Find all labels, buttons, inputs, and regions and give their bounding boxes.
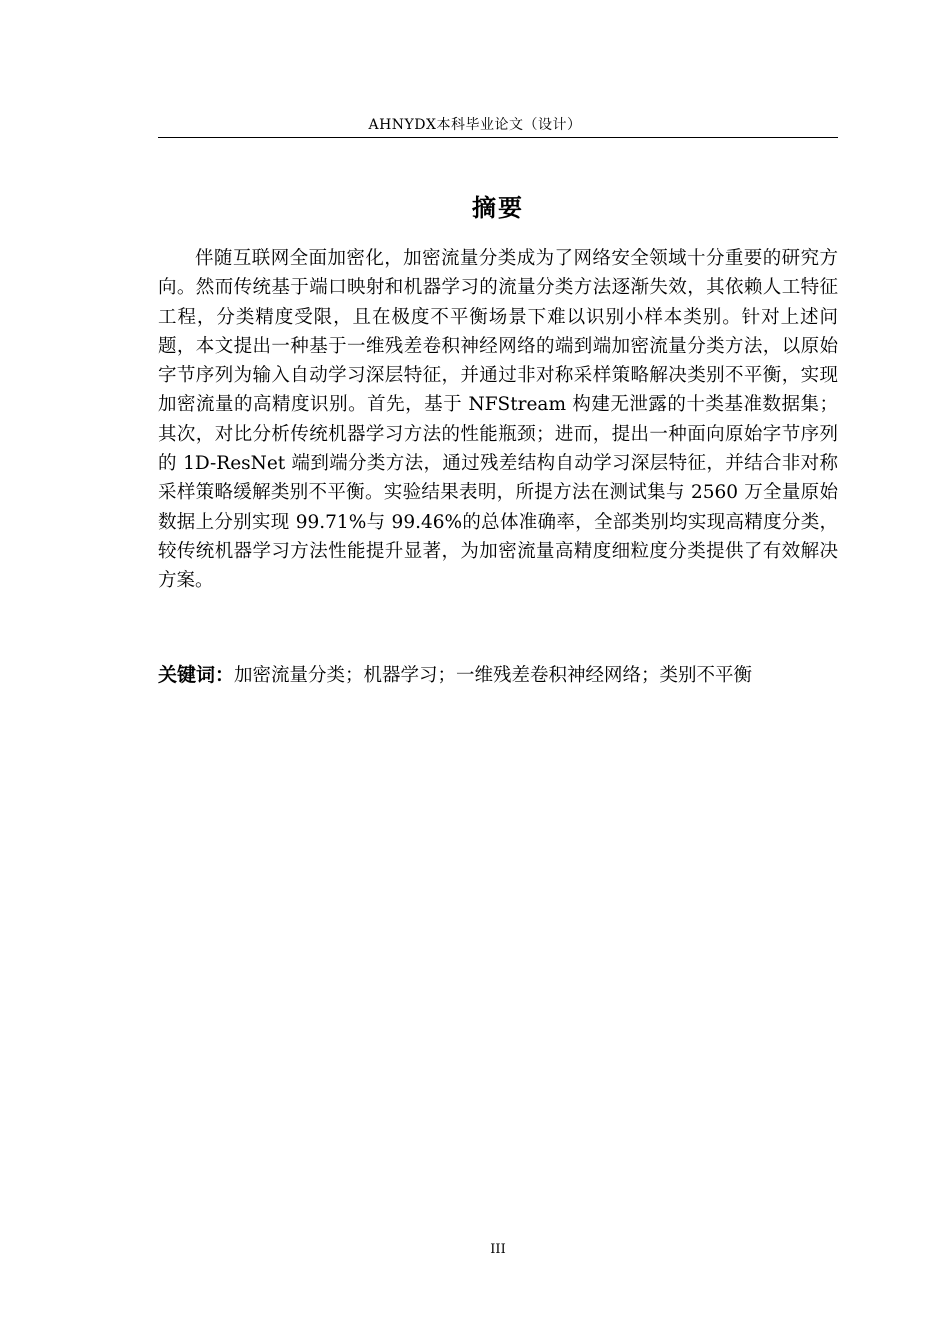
abstract-title: 摘要 [472,194,524,222]
running-header: AHNYDX本科毕业论文（设计） [368,117,582,133]
page-number: III [490,1242,506,1257]
header-divider [158,137,838,138]
keywords-label: 关键词： [158,664,235,686]
keywords-value: 加密流量分类；机器学习；一维残差卷积神经网络；类别不平衡 [234,665,753,686]
abstract-body: 伴随互联网全面加密化，加密流量分类成为了网络安全领域十分重要的研究方向。然而传统基于端口映射和机器学习的流量分类方法逐渐失效，其依赖人工特征工程，分类精度受限，且在极度不平衡场景下难以识别小样本类别。针对上述问题，本文提出一种基于一维残差卷积神经网络的端到端加密流量分类方法，以原始字节序列为输入自动学习深层特征，并通过非对称采样策略解决类别不平衡，实现加密流量的高精度识别。首先，基于 NFStream 构建无泄露的十类基准数据集；其次，对比分析传统机器学习方法的性能瓶颈；进而，提出一种面向原始字节序列的 1D-ResNet 端到端分类方法，通过残差结构自动学习深层特征，并结合非对称采样策略缓解类别不平衡。实验结果表明，所提方法在测试集与 2560 万全量原始数据上分别实现 99.71%与 99.46%的总体准确率，全部类别均实现高精度分类，较传统机器学习方法性能提升显著，为加密流量高精度细粒度分类提供了有效解决方案。 [158,248,838,592]
keywords-line [158,660,838,691]
